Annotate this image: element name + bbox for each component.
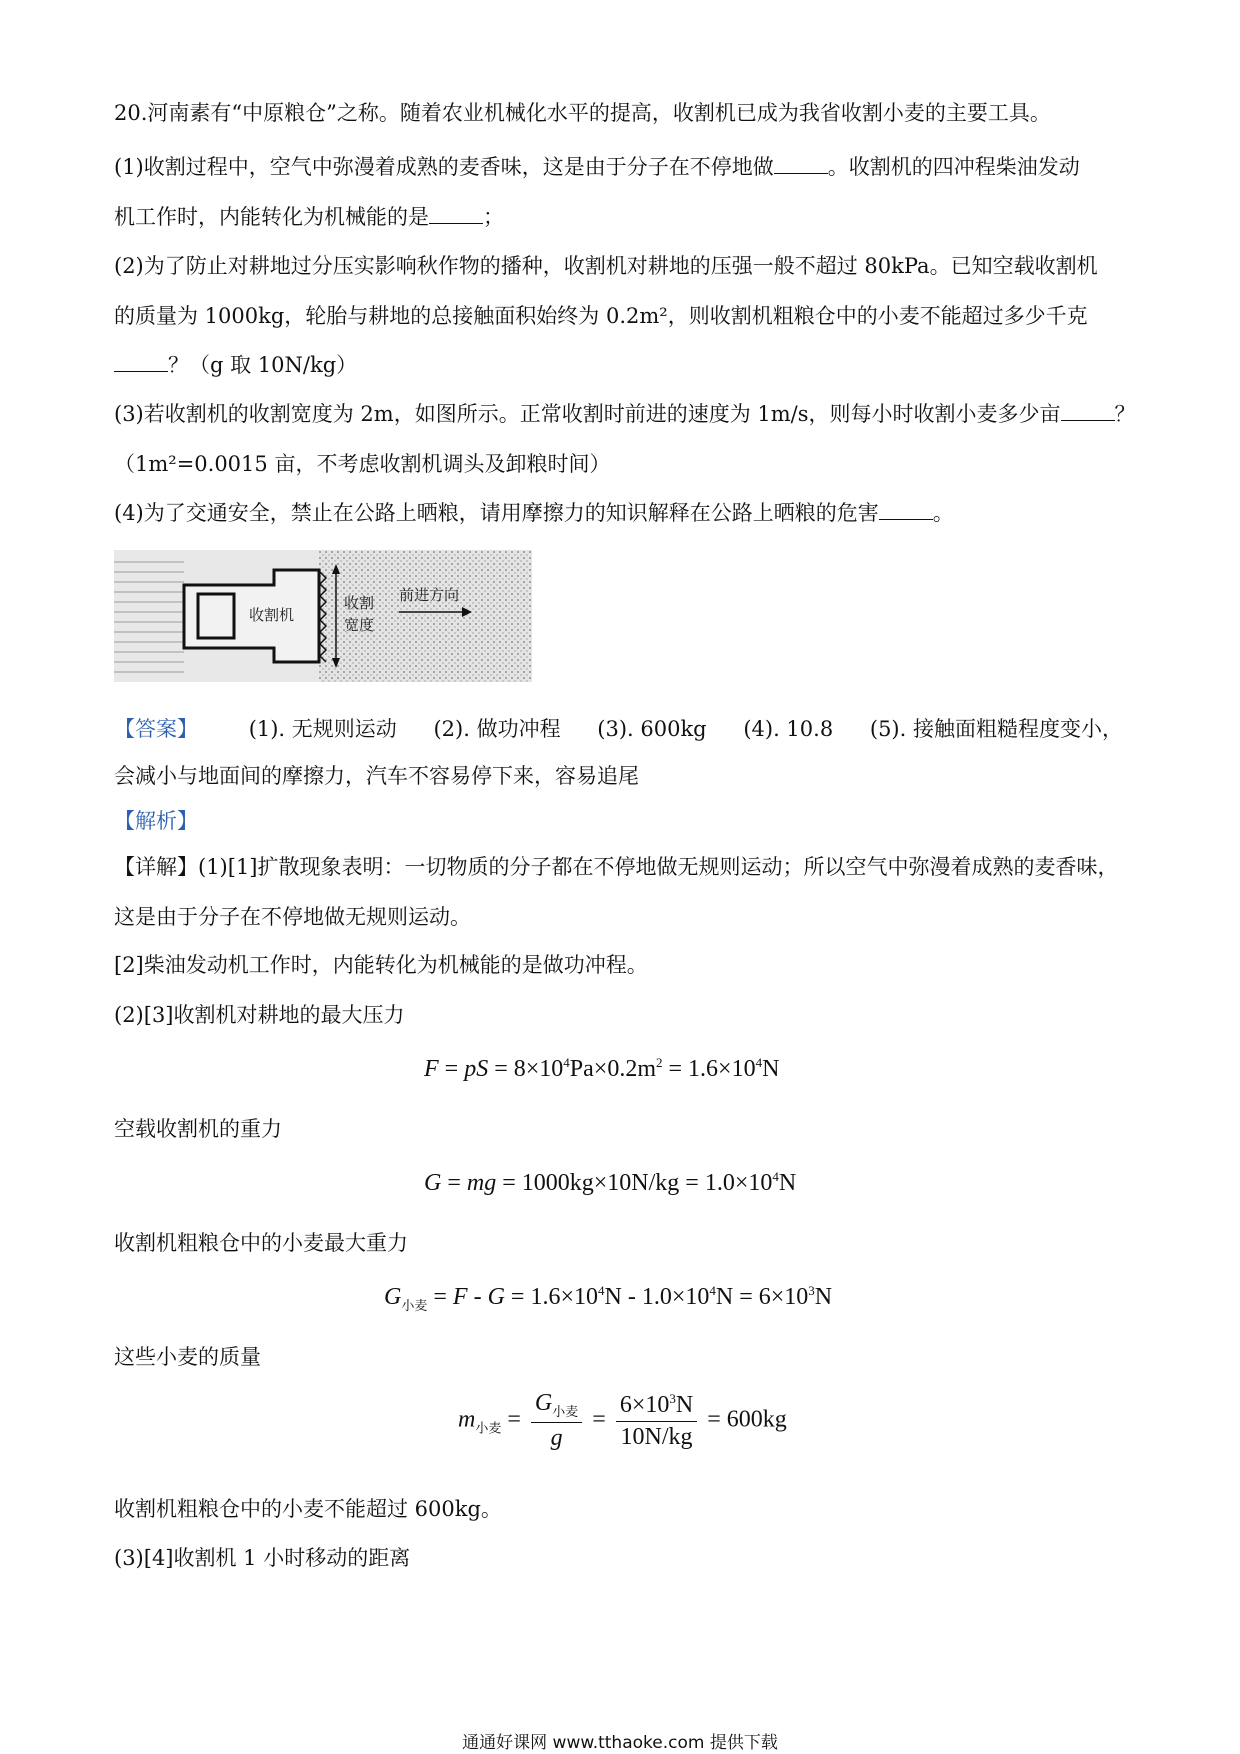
question-part-4 bbox=[114, 498, 954, 528]
detail-line-2: 这是由于分子在不停地做无规则运动。 bbox=[114, 905, 471, 929]
question-part-1-cont bbox=[114, 202, 504, 232]
q1-text-c: 机工作时，内能转化为机械能的是 bbox=[114, 205, 429, 229]
footer-source: 通通好课网 www.tthaoke.com 提供下载 bbox=[462, 1733, 778, 1753]
detail-line-4: (2)[3]收割机对耕地的最大压力 bbox=[114, 1003, 405, 1027]
answer-item-3: (3). 600kg bbox=[597, 717, 707, 741]
answer-tag: 【答案】 bbox=[114, 717, 198, 741]
q3-text-b: ？ bbox=[1114, 402, 1136, 426]
machine-label: 收割机 bbox=[249, 606, 295, 624]
detail-line-9: (3)[4]收割机 1 小时移动的距离 bbox=[114, 1546, 411, 1570]
question-part-2-cont: 的质量为 1000kg，轮胎与耕地的总接触面积始终为 0.2m²，则收割机粗粮仓中的小麦不能超过多少千克 bbox=[114, 304, 1088, 328]
fraction-values: $\frac{6\times 10^3N}{10N/kg}$ bbox=[616, 1391, 697, 1451]
analysis-tag: 【解析】 bbox=[114, 809, 198, 833]
equation-4: $m_{小麦}$ = $\frac{G_{小麦}}{g}$ = $\frac{6\times 10^3N}{10N/kg}$ = 600kg bbox=[458, 1390, 787, 1451]
equation-1: F = pS = $8\times 10^4Pa\times 0.2m^2 = 1.6\times 10^4N$ bbox=[424, 1055, 780, 1082]
harvester-figure bbox=[114, 550, 532, 682]
detail-line-6: 收割机粗粮仓中的小麦最大重力 bbox=[114, 1231, 408, 1255]
detail-line-8: 收割机粗粮仓中的小麦不能超过 600kg。 bbox=[114, 1497, 502, 1521]
answer-blank-3 bbox=[114, 353, 168, 372]
width-label-1: 收割 bbox=[344, 594, 375, 612]
detail-line-5: 空载收割机的重力 bbox=[114, 1117, 282, 1141]
q1-text-a: (1)收割过程中，空气中弥漫着成熟的麦香味，这是由于分子在不停地做 bbox=[114, 155, 774, 179]
q4-text-b: 。 bbox=[932, 501, 954, 525]
direction-label: 前进方向 bbox=[399, 586, 460, 604]
question-part-2: (2)为了防止对耕地过分压实影响秋作物的播种，收割机对耕地的压强一般不超过 80kPa。已知空载收割机 bbox=[114, 254, 1098, 278]
answer-blank-1 bbox=[774, 155, 828, 174]
question-part-2-end bbox=[114, 350, 357, 380]
q2-text-c: ？（g 取 10N/kg） bbox=[168, 353, 358, 377]
answer-item-1: (1). 无规则运动 bbox=[248, 717, 397, 741]
answer-row bbox=[114, 714, 1123, 744]
detail-line-3: [2]柴油发动机工作时，内能转化为机械能的是做功冲程。 bbox=[114, 953, 648, 977]
fraction-g-over-g: $\frac{G_{小麦}}{g}$ bbox=[531, 1390, 582, 1452]
question-part-3-note: （1m²=0.0015 亩，不考虑收割机调头及卸粮时间） bbox=[114, 452, 611, 476]
detail-line-7: 这些小麦的质量 bbox=[114, 1345, 261, 1369]
answer-item-5: (5). 接触面粗糙程度变小， bbox=[869, 717, 1123, 741]
q3-text-a: (3)若收割机的收割宽度为 2m，如图所示。正常收割时前进的速度为 1m/s，则每小时收割小麦多少亩 bbox=[114, 402, 1061, 426]
q1-text-b: 。收割机的四冲程柴油发动 bbox=[827, 155, 1080, 179]
equation-3: $G_{小麦} = F - G = 1.6\times 10^4N - 1.0\times 10^4N = 6\times 10^3N$ bbox=[384, 1283, 833, 1313]
width-label-2: 宽度 bbox=[344, 616, 375, 634]
answer-blank-5 bbox=[879, 501, 933, 520]
answer-blank-2 bbox=[429, 205, 483, 224]
q4-text-a: (4)为了交通安全，禁止在公路上晒粮，请用摩擦力的知识解释在公路上晒粮的危害 bbox=[114, 501, 879, 525]
question-part-3 bbox=[114, 399, 1136, 429]
answer-continuation: 会减小与地面间的摩擦力，汽车不容易停下来，容易追尾 bbox=[114, 764, 639, 788]
equation-2: G = mg = $1000kg\times 10N/kg = 1.0\times 10^4N$ bbox=[424, 1169, 797, 1196]
question-title: 20.河南素有“中原粮仓”之称。随着农业机械化水平的提高，收割机已成为我省收割小麦的主要工具。 bbox=[114, 101, 1051, 125]
answer-item-4: (4). 10.8 bbox=[743, 717, 834, 741]
detail-line-1: 【详解】(1)[1]扩散现象表明：一切物质的分子都在不停地做无规则运动；所以空气中弥漫着成熟的麦香味， bbox=[114, 855, 1119, 879]
answer-item-2: (2). 做功冲程 bbox=[433, 717, 561, 741]
q1-text-d: ； bbox=[483, 205, 504, 229]
answer-blank-4 bbox=[1061, 402, 1115, 421]
question-part-1 bbox=[114, 152, 1080, 182]
